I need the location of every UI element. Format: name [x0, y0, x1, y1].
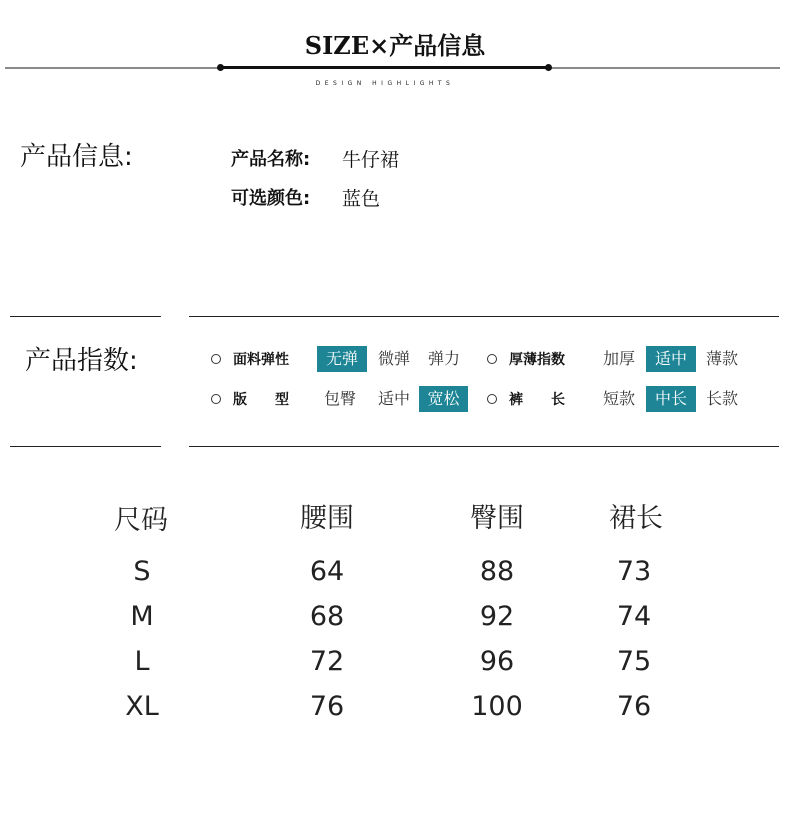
index-rule-bottom-right: [189, 446, 779, 447]
index-option: 适中: [377, 389, 410, 408]
page-title: SIZE×产品信息: [304, 31, 486, 60]
index-length: [487, 386, 747, 412]
product-info-label: 产品信息:: [20, 142, 133, 172]
index-name: 版 型: [233, 392, 289, 408]
size-cell: XL: [125, 691, 159, 722]
index-fit: [211, 386, 471, 412]
length-cell: 73: [616, 556, 652, 587]
index-option: 弹力: [427, 349, 460, 368]
length-cell: 74: [616, 601, 652, 632]
product-index-label: 产品指数:: [25, 346, 138, 376]
waist-cell: 68: [309, 601, 345, 632]
size-col-header: 尺码: [114, 505, 168, 536]
product-name-value: 牛仔裙: [342, 149, 400, 171]
hip-cell: 96: [479, 646, 515, 677]
length-col-header: 裙长: [609, 503, 663, 534]
size-cell: M: [130, 601, 154, 632]
index-option: 微弹: [377, 349, 410, 368]
index-rule-top-left: [10, 316, 161, 317]
bullet-circle-icon: [487, 354, 497, 364]
product-name-key: 产品名称:: [231, 149, 311, 170]
index-option: 中长: [646, 386, 696, 412]
index-option: 宽松: [419, 386, 468, 412]
bullet-circle-icon: [487, 394, 497, 404]
product-color-value: 蓝色: [342, 188, 381, 210]
bullet-circle-icon: [211, 354, 221, 364]
hip-cell: 88: [479, 556, 515, 587]
index-rule-bottom-left: [10, 446, 161, 447]
waist-cell: 76: [309, 691, 345, 722]
index-elasticity: [211, 346, 471, 372]
index-name: 厚薄指数: [509, 352, 565, 368]
index-thickness: [487, 346, 747, 372]
length-cell: 76: [616, 691, 652, 722]
waist-cell: 64: [309, 556, 345, 587]
hip-cell: 92: [479, 601, 515, 632]
index-option: 适中: [646, 346, 696, 372]
index-name: 面料弹性: [233, 352, 289, 368]
index-option: 包臀: [323, 389, 356, 408]
product-color-key: 可选颜色:: [231, 188, 311, 209]
index-option: 长款: [705, 389, 738, 408]
waist-col-header: 腰围: [300, 503, 354, 534]
header-subtitle: DESIGN HIGHLIGHTS: [315, 80, 455, 87]
waist-cell: 72: [309, 646, 345, 677]
header-dot-left: [217, 64, 224, 71]
header-dot-right: [545, 64, 552, 71]
hip-cell: 100: [471, 691, 523, 722]
size-cell: L: [134, 646, 150, 677]
header-accent-bar: [220, 66, 549, 69]
index-option: 加厚: [602, 349, 635, 368]
bullet-circle-icon: [211, 394, 221, 404]
index-name: 裤 长: [509, 392, 565, 408]
index-option: 无弹: [317, 346, 367, 372]
index-option: 短款: [602, 389, 635, 408]
index-option: 薄款: [705, 349, 738, 368]
index-rule-top-right: [189, 316, 779, 317]
hip-col-header: 臀围: [470, 503, 524, 534]
size-cell: S: [133, 556, 151, 587]
length-cell: 75: [616, 646, 652, 677]
